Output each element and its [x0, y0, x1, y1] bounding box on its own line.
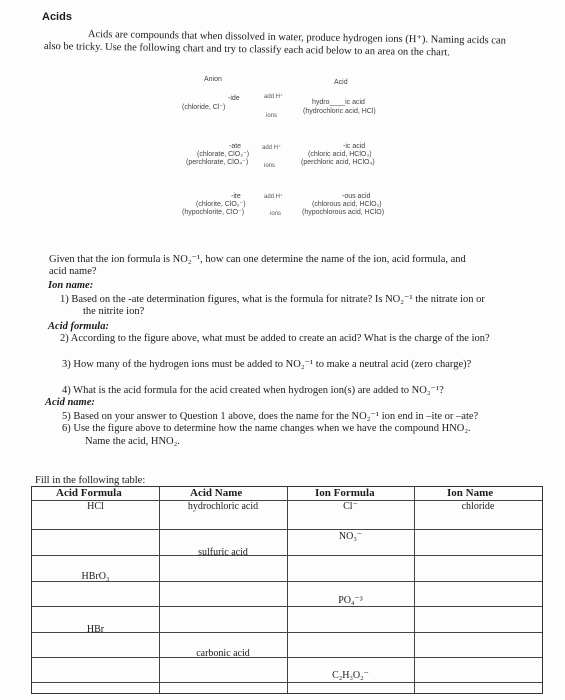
figure-anion-example: (chloride, Cl⁻)	[182, 104, 226, 111]
figure-add-h: add H⁺	[264, 194, 284, 200]
figure-acid-example: (hydrochloric acid, HCl)	[303, 108, 376, 115]
table-cell[interactable]: HBr	[86, 624, 105, 635]
table-cell[interactable]: PO₄⁻³	[338, 595, 363, 606]
table-divider	[159, 487, 160, 693]
question-2: 2) According to the figure above, what must be added to create an acid? What is the charge of the ion?	[60, 333, 490, 344]
figure-anion-example: (perchlorate, ClO₄⁻)	[186, 159, 249, 166]
table-cell[interactable]: HCl	[87, 501, 104, 512]
figure-ions-word: ions	[270, 211, 282, 217]
question-4: 4) What is the acid formula for the acid created when hydrogen ion(s) are added to NO₂⁻¹?	[62, 385, 444, 396]
page-title: Acids	[42, 11, 72, 23]
table-cell[interactable]: sulfuric acid	[198, 547, 248, 558]
figure-acid-example: (chloric acid, HClO₃)	[308, 151, 372, 158]
answer-table	[31, 486, 543, 694]
table-cell[interactable]: carbonic acid	[196, 648, 250, 659]
figure-anion-header: Anion	[204, 76, 222, 83]
table-cell[interactable]: C₂H₃O₂⁻	[332, 670, 369, 681]
figure-suffix-ide: -ide	[228, 95, 240, 102]
question-6-continued: Name the acid, HNO₂.	[85, 436, 180, 447]
question-6: 6) Use the figure above to determine how the name changes when we have the compound HNO₂.	[62, 423, 471, 434]
intro-line-1: Acids are compounds that when dissolved in water, produce hydrogen ions (H⁺). Naming acids can	[87, 28, 506, 47]
table-divider	[414, 487, 415, 693]
section-ion-name: Ion name:	[48, 280, 94, 291]
intro-line-2: also be tricky. Use the following chart and try to classify each acid below to an area on the chart.	[43, 41, 450, 59]
figure-acid-header: Acid	[334, 79, 348, 86]
figure-add-h: add H⁺	[264, 94, 284, 100]
prompt-line-1: Given that the ion formula is NO₂⁻¹, how can one determine the name of the ion, acid formula, and	[49, 254, 466, 265]
figure-ions-word: ions	[264, 163, 276, 169]
table-cell[interactable]: NO₃⁻	[338, 531, 363, 542]
figure-acid-pattern: -ous acid	[342, 193, 371, 200]
figure-anion-example: (chlorate, ClO₃⁻)	[197, 151, 250, 158]
table-caption: Fill in the following table:	[35, 475, 146, 486]
column-header: Ion Formula	[315, 487, 375, 499]
table-cell[interactable]: hydrochloric acid	[187, 501, 259, 512]
figure-suffix-ite: -ite	[231, 193, 241, 200]
figure-acid-pattern: -ic acid	[343, 143, 366, 150]
figure-anion-example: (chlorite, ClO₂⁻)	[196, 201, 246, 208]
section-acid-name: Acid name:	[45, 397, 95, 408]
table-divider	[287, 487, 288, 693]
table-cell[interactable]: HBrO₃	[81, 571, 110, 582]
section-acid-formula: Acid formula:	[48, 321, 109, 332]
question-1: 1) Based on the -ate determination figures, what is the formula for nitrate? Is NO₂⁻¹ the nitrate ion or	[60, 294, 485, 305]
figure-anion-example: (hypochlorite, ClO⁻)	[182, 209, 245, 216]
figure-suffix-ate: -ate	[229, 143, 242, 150]
table-cell[interactable]: chloride	[461, 501, 495, 512]
column-header: Acid Formula	[56, 487, 122, 499]
figure-acid-example: (chlorous acid, HClO₂)	[312, 201, 382, 208]
column-header: Ion Name	[447, 487, 494, 499]
prompt-line-2: acid name?	[49, 266, 97, 277]
column-header: Acid Name	[190, 487, 243, 499]
question-3: 3) How many of the hydrogen ions must be added to NO₂⁻¹ to make a neutral acid (zero charge)?	[62, 359, 472, 370]
figure-add-h: add H⁺	[262, 145, 282, 151]
table-cell[interactable]: Cl⁻	[343, 501, 358, 512]
figure-acid-example: (hypochlorous acid, HClO)	[302, 209, 385, 216]
question-1-continued: the nitrite ion?	[83, 306, 145, 317]
figure-ions-word: ions	[266, 113, 278, 119]
figure-acid-example: (perchloric acid, HClO₄)	[301, 159, 375, 166]
figure-acid-pattern: hydro____ic acid	[312, 99, 365, 106]
question-5: 5) Based on your answer to Question 1 above, does the name for the NO₂⁻¹ ion end in –ite or –ate?	[62, 411, 479, 422]
